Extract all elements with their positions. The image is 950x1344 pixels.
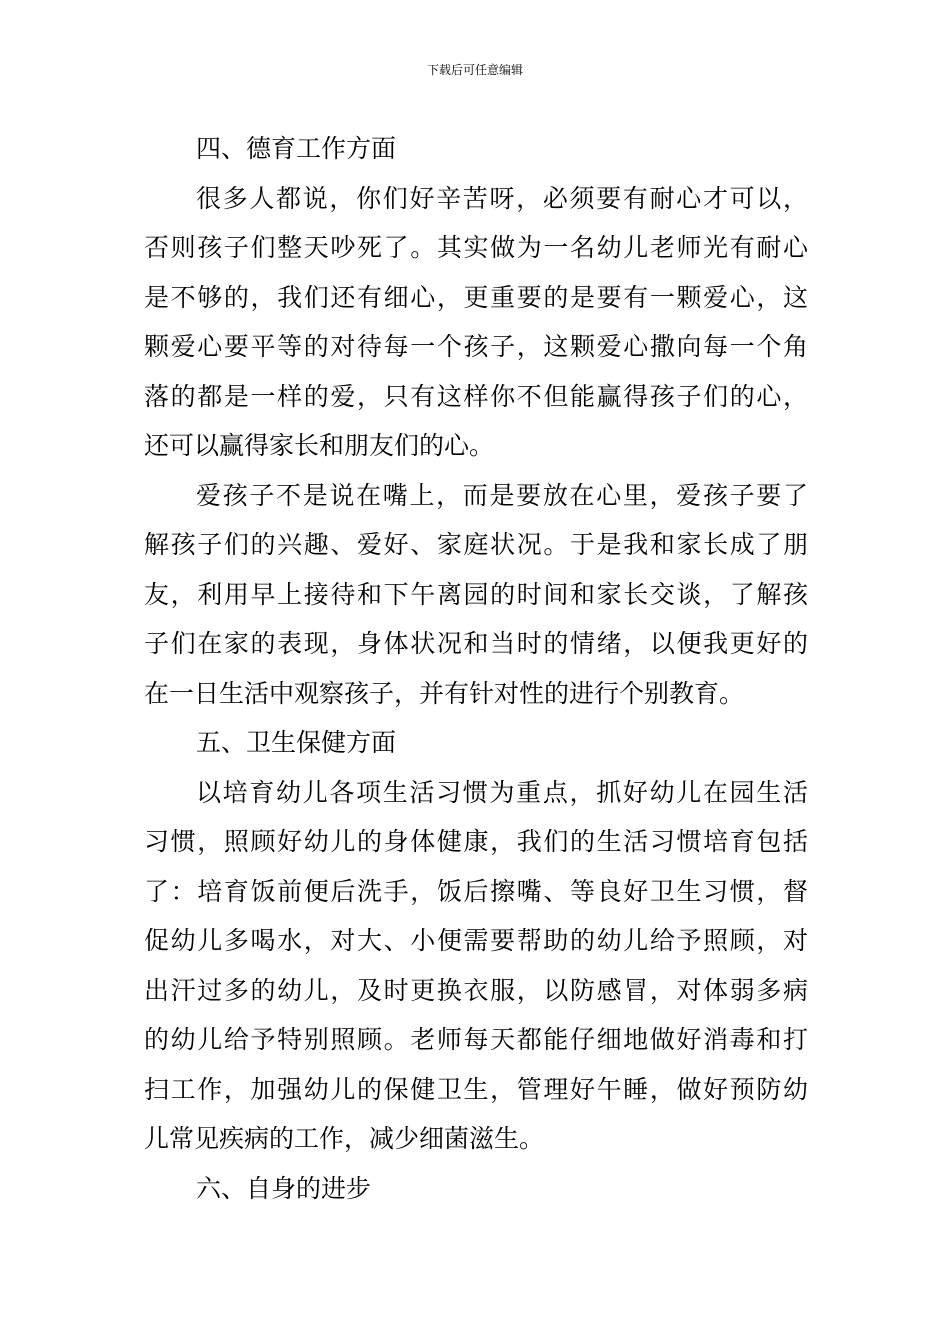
section-heading-moral-education: 四、德育工作方面 (196, 134, 397, 163)
paragraph-line: 友，利用早上接待和下午离园的时间和家长交谈，了解孩 (144, 579, 808, 609)
paragraph-line: 落的都是一样的爱，只有这样你不但能赢得孩子们的心， (144, 381, 808, 411)
paragraph-line: 子们在家的表现，身体状况和当时的情绪，以便我更好的 (144, 629, 808, 658)
paragraph-line: 出汗过多的幼儿，及时更换衣服，以防感冒，对体弱多病 (144, 975, 808, 1005)
paragraph-line: 以培育幼儿各项生活习惯为重点，抓好幼儿在园生活 (196, 777, 808, 807)
page-header: 下载后可任意编辑 (426, 63, 523, 77)
paragraph-line: 在一日生活中观察孩子，并有针对性的进行个别教育。 (144, 678, 745, 708)
paragraph-line: 爱孩子不是说在嘴上，而是要放在心里，爱孩子要了 (196, 480, 808, 510)
paragraph-line: 是不够的，我们还有细心，更重要的是要有一颗爱心，这 (144, 282, 808, 312)
paragraph-line: 解孩子们的兴趣、爱好、家庭状况。于是我和家长成了朋 (144, 530, 808, 559)
paragraph-line: 否则孩子们整天吵死了。其实做为一名幼儿老师光有耐心 (144, 233, 808, 262)
paragraph-line: 的幼儿给予特别照顾。老师每天都能仔细地做好消毒和打 (144, 1025, 808, 1054)
section-heading-self-improvement: 六、自身的进步 (196, 1173, 372, 1203)
paragraph-line: 颗爱心要平等的对待每一个孩子，这颗爱心撒向每一个角 (144, 332, 808, 361)
paragraph-line: 还可以赢得家长和朋友们的心。 (144, 431, 495, 460)
paragraph-line: 儿常见疾病的工作，减少细菌滋生。 (144, 1124, 545, 1153)
paragraph-line: 很多人都说，你们好辛苦呀，必须要有耐心才可以， (196, 183, 808, 213)
paragraph-line: 了：培育饭前便后洗手，饭后擦嘴、等良好卫生习惯，督 (144, 876, 808, 906)
section-heading-health-care: 五、卫生保健方面 (196, 728, 397, 757)
paragraph-line: 扫工作，加强幼儿的保健卫生，管理好午睡，做好预防幼 (144, 1074, 808, 1104)
paragraph-line: 习惯，照顾好幼儿的身体健康，我们的生活习惯培育包括 (144, 827, 808, 856)
paragraph-line: 促幼儿多喝水，对大、小便需要帮助的幼儿给予照顾，对 (144, 926, 808, 955)
document-body (144, 124, 808, 1213)
